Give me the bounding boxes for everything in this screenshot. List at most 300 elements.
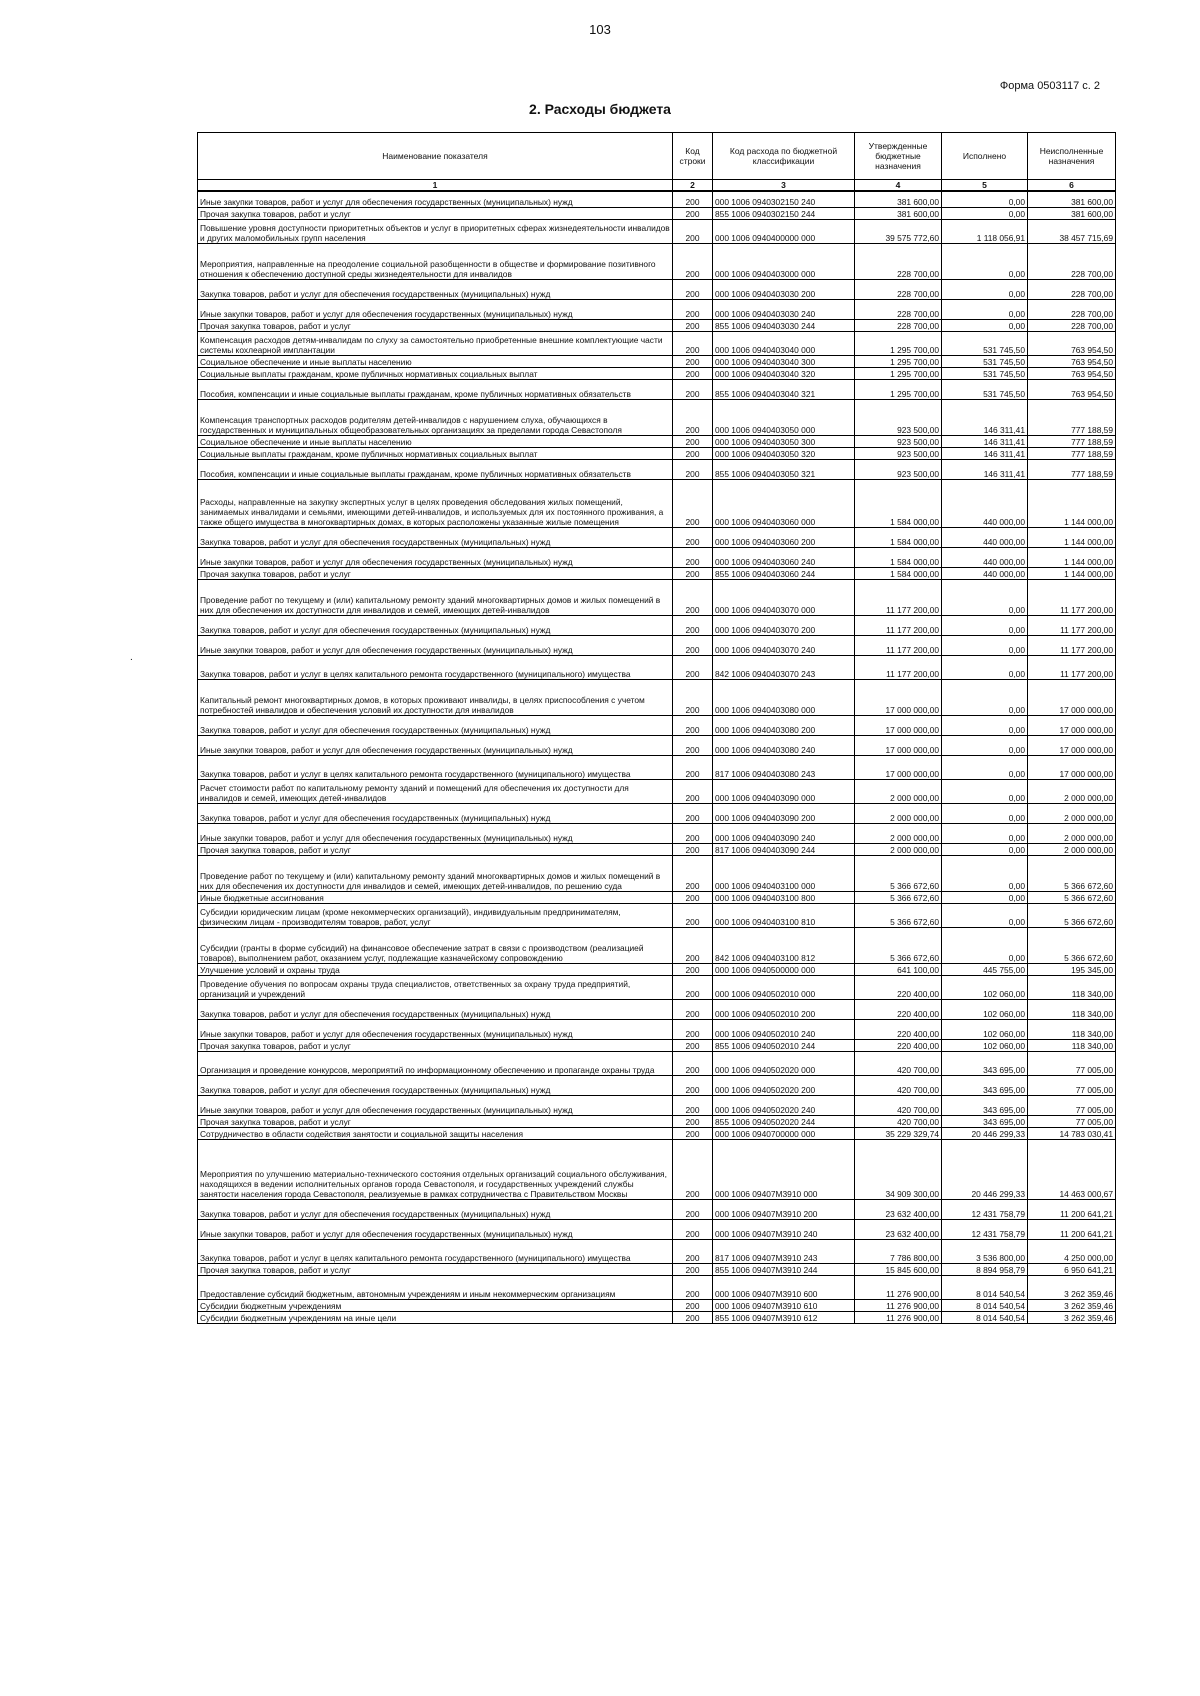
row-executed: 8 014 540,54 xyxy=(942,1299,1028,1311)
row-approved: 420 700,00 xyxy=(855,1051,942,1075)
row-approved: 11 177 200,00 xyxy=(855,579,942,615)
row-executed: 0,00 xyxy=(942,579,1028,615)
row-unexecuted: 11 200 641,21 xyxy=(1028,1219,1116,1239)
row-executed: 146 311,41 xyxy=(942,459,1028,479)
row-line-code: 200 xyxy=(673,1139,713,1199)
row-budget-code: 000 1006 09407М3910 600 xyxy=(713,1275,855,1299)
row-budget-code: 000 1006 0940403030 240 xyxy=(713,299,855,319)
row-approved: 228 700,00 xyxy=(855,319,942,331)
row-approved: 2 000 000,00 xyxy=(855,823,942,843)
row-approved: 11 276 900,00 xyxy=(855,1299,942,1311)
row-approved: 35 229 329,74 xyxy=(855,1127,942,1139)
row-approved: 5 366 672,60 xyxy=(855,891,942,903)
row-name: Прочая закупка товаров, работ и услуг xyxy=(198,207,673,219)
table-row xyxy=(198,567,1116,579)
row-line-code: 200 xyxy=(673,191,713,207)
row-executed: 440 000,00 xyxy=(942,567,1028,579)
row-approved: 11 177 200,00 xyxy=(855,615,942,635)
row-line-code: 200 xyxy=(673,279,713,299)
row-executed: 0,00 xyxy=(942,779,1028,803)
header-line-code: Код строки xyxy=(673,133,713,180)
row-budget-code: 000 1006 0940403100 800 xyxy=(713,891,855,903)
row-approved: 1 295 700,00 xyxy=(855,379,942,399)
row-unexecuted: 11 200 641,21 xyxy=(1028,1199,1116,1219)
row-budget-code: 000 1006 0940403040 300 xyxy=(713,355,855,367)
row-budget-code: 855 1006 0940403050 321 xyxy=(713,459,855,479)
row-name: Прочая закупка товаров, работ и услуг xyxy=(198,1115,673,1127)
row-executed: 0,00 xyxy=(942,319,1028,331)
row-name: Социальные выплаты гражданам, кроме публичных нормативных социальных выплат xyxy=(198,447,673,459)
table-row xyxy=(198,1275,1116,1299)
row-unexecuted: 2 000 000,00 xyxy=(1028,843,1116,855)
table-row xyxy=(198,1263,1116,1275)
row-approved: 2 000 000,00 xyxy=(855,779,942,803)
table-row xyxy=(198,855,1116,891)
row-executed: 440 000,00 xyxy=(942,547,1028,567)
row-budget-code: 000 1006 0940403060 200 xyxy=(713,527,855,547)
section-title: 2. Расходы бюджета xyxy=(529,101,671,117)
row-unexecuted: 1 144 000,00 xyxy=(1028,547,1116,567)
row-approved: 11 177 200,00 xyxy=(855,635,942,655)
row-unexecuted: 381 600,00 xyxy=(1028,207,1116,219)
column-number: 3 xyxy=(713,180,855,192)
row-name: Иные закупки товаров, работ и услуг для обеспечения государственных (муниципальных) нужд xyxy=(198,299,673,319)
table-row xyxy=(198,755,1116,779)
row-executed: 343 695,00 xyxy=(942,1075,1028,1095)
row-executed: 0,00 xyxy=(942,803,1028,823)
row-approved: 220 400,00 xyxy=(855,975,942,999)
row-line-code: 200 xyxy=(673,547,713,567)
row-line-code: 200 xyxy=(673,1039,713,1051)
column-number: 1 xyxy=(198,180,673,192)
row-executed: 1 118 056,91 xyxy=(942,219,1028,243)
header-budget-code: Код расхода по бюджетной классификации xyxy=(713,133,855,180)
row-approved: 39 575 772,60 xyxy=(855,219,942,243)
row-budget-code: 000 1006 0940403080 000 xyxy=(713,679,855,715)
column-number: 5 xyxy=(942,180,1028,192)
header-unexecuted: Неисполненные назначения xyxy=(1028,133,1116,180)
row-budget-code: 000 1006 0940403090 000 xyxy=(713,779,855,803)
row-name: Закупка товаров, работ и услуг в целях капитального ремонта государственного (муниципального) имущества xyxy=(198,1239,673,1263)
row-name: Социальное обеспечение и иные выплаты населению xyxy=(198,435,673,447)
row-budget-code: 000 1006 0940502010 200 xyxy=(713,999,855,1019)
row-budget-code: 855 1006 0940502010 244 xyxy=(713,1039,855,1051)
table-row xyxy=(198,1051,1116,1075)
row-approved: 228 700,00 xyxy=(855,279,942,299)
row-unexecuted: 763 954,50 xyxy=(1028,355,1116,367)
row-name: Субсидии юридическим лицам (кроме некоммерческих организаций), индивидуальным предпринимателям, физическим лицам - производителям товаров, работ, услуг xyxy=(198,903,673,927)
row-approved: 1 295 700,00 xyxy=(855,367,942,379)
row-executed: 20 446 299,33 xyxy=(942,1139,1028,1199)
row-executed: 0,00 xyxy=(942,207,1028,219)
column-number: 4 xyxy=(855,180,942,192)
row-unexecuted: 118 340,00 xyxy=(1028,1039,1116,1051)
row-approved: 11 177 200,00 xyxy=(855,655,942,679)
row-executed: 531 745,50 xyxy=(942,379,1028,399)
row-line-code: 200 xyxy=(673,1075,713,1095)
row-budget-code: 000 1006 0940502020 240 xyxy=(713,1095,855,1115)
row-unexecuted: 11 177 200,00 xyxy=(1028,655,1116,679)
row-budget-code: 817 1006 0940403090 244 xyxy=(713,843,855,855)
row-name: Закупка товаров, работ и услуг в целях капитального ремонта государственного (муниципального) имущества xyxy=(198,655,673,679)
table-row xyxy=(198,891,1116,903)
row-unexecuted: 777 188,59 xyxy=(1028,399,1116,435)
row-executed: 8 014 540,54 xyxy=(942,1275,1028,1299)
row-name: Компенсация расходов детям-инвалидам по слуху за самостоятельно приобретенные внешние комплектующие части системы кохлеарной имплантации xyxy=(198,331,673,355)
row-unexecuted: 77 005,00 xyxy=(1028,1115,1116,1127)
row-name: Закупка товаров, работ и услуг в целях капитального ремонта государственного (муниципального) имущества xyxy=(198,755,673,779)
row-executed: 12 431 758,79 xyxy=(942,1199,1028,1219)
row-unexecuted: 2 000 000,00 xyxy=(1028,823,1116,843)
column-number: 6 xyxy=(1028,180,1116,192)
table-row xyxy=(198,243,1116,279)
table-row xyxy=(198,367,1116,379)
row-unexecuted: 195 345,00 xyxy=(1028,963,1116,975)
table-row xyxy=(198,1299,1116,1311)
row-name: Закупка товаров, работ и услуг для обеспечения государственных (муниципальных) нужд xyxy=(198,527,673,547)
row-name: Закупка товаров, работ и услуг для обеспечения государственных (муниципальных) нужд xyxy=(198,715,673,735)
row-line-code: 200 xyxy=(673,1051,713,1075)
row-executed: 0,00 xyxy=(942,843,1028,855)
table-row xyxy=(198,527,1116,547)
row-approved: 1 295 700,00 xyxy=(855,331,942,355)
row-budget-code: 000 1006 0940403060 240 xyxy=(713,547,855,567)
table-row xyxy=(198,1311,1116,1323)
row-unexecuted: 11 177 200,00 xyxy=(1028,579,1116,615)
row-name: Прочая закупка товаров, работ и услуг xyxy=(198,567,673,579)
row-line-code: 200 xyxy=(673,399,713,435)
row-executed: 3 536 800,00 xyxy=(942,1239,1028,1263)
row-line-code: 200 xyxy=(673,927,713,963)
row-name: Иные закупки товаров, работ и услуг для обеспечения государственных (муниципальных) нужд xyxy=(198,735,673,755)
header-approved: Утвержденные бюджетные назначения xyxy=(855,133,942,180)
row-name: Иные закупки товаров, работ и услуг для обеспечения государственных (муниципальных) нужд xyxy=(198,1019,673,1039)
row-unexecuted: 5 366 672,60 xyxy=(1028,903,1116,927)
row-budget-code: 000 1006 09407М3910 000 xyxy=(713,1139,855,1199)
row-line-code: 200 xyxy=(673,435,713,447)
row-name: Проведение работ по текущему и (или) капитальному ремонту зданий многоквартирных домов и жилых помещений в них для обеспечения их доступности для инвалидов и семей, имеющих детей-инвалидов, по решению суда xyxy=(198,855,673,891)
row-unexecuted: 38 457 715,69 xyxy=(1028,219,1116,243)
row-executed: 20 446 299,33 xyxy=(942,1127,1028,1139)
table-row xyxy=(198,435,1116,447)
row-budget-code: 000 1006 0940403000 000 xyxy=(713,243,855,279)
row-executed: 0,00 xyxy=(942,615,1028,635)
row-line-code: 200 xyxy=(673,715,713,735)
row-budget-code: 855 1006 0940403040 321 xyxy=(713,379,855,399)
row-name: Предоставление субсидий бюджетным, автономным учреждениям и иным некоммерческим организациям xyxy=(198,1275,673,1299)
row-budget-code: 817 1006 0940403080 243 xyxy=(713,755,855,779)
row-unexecuted: 11 177 200,00 xyxy=(1028,615,1116,635)
row-line-code: 200 xyxy=(673,891,713,903)
row-executed: 440 000,00 xyxy=(942,479,1028,527)
row-executed: 0,00 xyxy=(942,715,1028,735)
table-row xyxy=(198,207,1116,219)
table-row xyxy=(198,579,1116,615)
row-line-code: 200 xyxy=(673,331,713,355)
row-budget-code: 000 1006 0940502010 240 xyxy=(713,1019,855,1039)
form-code: Форма 0503117 с. 2 xyxy=(999,80,1100,92)
row-approved: 228 700,00 xyxy=(855,299,942,319)
row-executed: 146 311,41 xyxy=(942,399,1028,435)
table-row xyxy=(198,655,1116,679)
row-budget-code: 000 1006 0940403070 000 xyxy=(713,579,855,615)
row-unexecuted: 5 366 672,60 xyxy=(1028,855,1116,891)
row-executed: 0,00 xyxy=(942,243,1028,279)
row-approved: 5 366 672,60 xyxy=(855,903,942,927)
row-approved: 23 632 400,00 xyxy=(855,1199,942,1219)
row-line-code: 200 xyxy=(673,479,713,527)
row-line-code: 200 xyxy=(673,999,713,1019)
row-approved: 923 500,00 xyxy=(855,399,942,435)
row-approved: 381 600,00 xyxy=(855,191,942,207)
table-row xyxy=(198,1239,1116,1263)
row-unexecuted: 118 340,00 xyxy=(1028,1019,1116,1039)
row-approved: 1 295 700,00 xyxy=(855,355,942,367)
row-executed: 445 755,00 xyxy=(942,963,1028,975)
row-approved: 23 632 400,00 xyxy=(855,1219,942,1239)
row-unexecuted: 118 340,00 xyxy=(1028,999,1116,1019)
row-executed: 531 745,50 xyxy=(942,331,1028,355)
row-line-code: 200 xyxy=(673,579,713,615)
row-approved: 420 700,00 xyxy=(855,1075,942,1095)
row-executed: 0,00 xyxy=(942,679,1028,715)
row-line-code: 200 xyxy=(673,299,713,319)
row-line-code: 200 xyxy=(673,803,713,823)
expenditure-table xyxy=(197,132,1116,1324)
row-approved: 7 786 800,00 xyxy=(855,1239,942,1263)
row-budget-code: 000 1006 0940403050 300 xyxy=(713,435,855,447)
row-line-code: 200 xyxy=(673,735,713,755)
row-executed: 146 311,41 xyxy=(942,435,1028,447)
row-name: Иные бюджетные ассигнования xyxy=(198,891,673,903)
row-name: Субсидии бюджетным учреждениям на иные цели xyxy=(198,1311,673,1323)
row-budget-code: 000 1006 0940403030 200 xyxy=(713,279,855,299)
row-name: Иные закупки товаров, работ и услуг для обеспечения государственных (муниципальных) нужд xyxy=(198,635,673,655)
table-row xyxy=(198,635,1116,655)
row-executed: 531 745,50 xyxy=(942,367,1028,379)
row-line-code: 200 xyxy=(673,655,713,679)
table-body xyxy=(198,191,1116,1323)
row-executed: 343 695,00 xyxy=(942,1115,1028,1127)
row-executed: 102 060,00 xyxy=(942,1019,1028,1039)
row-line-code: 200 xyxy=(673,903,713,927)
row-line-code: 200 xyxy=(673,615,713,635)
column-number: 2 xyxy=(673,180,713,192)
row-name: Улучшение условий и охраны труда xyxy=(198,963,673,975)
row-budget-code: 855 1006 0940403060 244 xyxy=(713,567,855,579)
row-approved: 220 400,00 xyxy=(855,999,942,1019)
row-unexecuted: 77 005,00 xyxy=(1028,1051,1116,1075)
row-budget-code: 817 1006 09407М3910 243 xyxy=(713,1239,855,1263)
table-row xyxy=(198,735,1116,755)
row-unexecuted: 5 366 672,60 xyxy=(1028,891,1116,903)
row-executed: 0,00 xyxy=(942,279,1028,299)
row-approved: 17 000 000,00 xyxy=(855,679,942,715)
row-executed: 440 000,00 xyxy=(942,527,1028,547)
table-row xyxy=(198,279,1116,299)
row-name: Иные закупки товаров, работ и услуг для обеспечения государственных (муниципальных) нужд xyxy=(198,823,673,843)
row-approved: 2 000 000,00 xyxy=(855,803,942,823)
row-unexecuted: 763 954,50 xyxy=(1028,367,1116,379)
table-row xyxy=(198,355,1116,367)
row-approved: 420 700,00 xyxy=(855,1115,942,1127)
row-line-code: 200 xyxy=(673,1115,713,1127)
row-approved: 17 000 000,00 xyxy=(855,755,942,779)
row-line-code: 200 xyxy=(673,1127,713,1139)
row-name: Прочая закупка товаров, работ и услуг xyxy=(198,843,673,855)
table-row xyxy=(198,999,1116,1019)
row-budget-code: 000 1006 0940403040 320 xyxy=(713,367,855,379)
row-line-code: 200 xyxy=(673,679,713,715)
row-executed: 0,00 xyxy=(942,855,1028,891)
row-executed: 343 695,00 xyxy=(942,1095,1028,1115)
table-row xyxy=(198,299,1116,319)
row-executed: 343 695,00 xyxy=(942,1051,1028,1075)
table-row xyxy=(198,219,1116,243)
row-name: Пособия, компенсации и иные социальные выплаты гражданам, кроме публичных нормативных обязательств xyxy=(198,379,673,399)
table-row xyxy=(198,779,1116,803)
row-approved: 34 909 300,00 xyxy=(855,1139,942,1199)
row-executed: 0,00 xyxy=(942,755,1028,779)
table-row xyxy=(198,331,1116,355)
row-line-code: 200 xyxy=(673,963,713,975)
row-budget-code: 000 1006 0940700000 000 xyxy=(713,1127,855,1139)
row-approved: 17 000 000,00 xyxy=(855,715,942,735)
row-unexecuted: 17 000 000,00 xyxy=(1028,755,1116,779)
row-approved: 220 400,00 xyxy=(855,1039,942,1051)
row-budget-code: 000 1006 0940502010 000 xyxy=(713,975,855,999)
row-unexecuted: 14 463 000,67 xyxy=(1028,1139,1116,1199)
header-row xyxy=(198,133,1116,180)
row-name: Закупка товаров, работ и услуг для обеспечения государственных (муниципальных) нужд xyxy=(198,999,673,1019)
row-budget-code: 855 1006 09407М3910 244 xyxy=(713,1263,855,1275)
row-name: Капитальный ремонт многоквартирных домов, в которых проживают инвалиды, в целях приспособления с учетом потребностей инвалидов и обеспечения условий их доступности для инвалидов xyxy=(198,679,673,715)
row-budget-code: 000 1006 0940403090 200 xyxy=(713,803,855,823)
row-name: Сотрудничество в области содействия занятости и социальной защиты населения xyxy=(198,1127,673,1139)
table-row xyxy=(198,615,1116,635)
row-budget-code: 000 1006 0940400000 000 xyxy=(713,219,855,243)
row-approved: 2 000 000,00 xyxy=(855,843,942,855)
table-row xyxy=(198,1075,1116,1095)
table-row xyxy=(198,1139,1116,1199)
row-approved: 5 366 672,60 xyxy=(855,927,942,963)
table-row xyxy=(198,319,1116,331)
row-executed: 531 745,50 xyxy=(942,355,1028,367)
row-line-code: 200 xyxy=(673,755,713,779)
row-name: Пособия, компенсации и иные социальные выплаты гражданам, кроме публичных нормативных обязательств xyxy=(198,459,673,479)
row-name: Иные закупки товаров, работ и услуг для обеспечения государственных (муниципальных) нужд xyxy=(198,191,673,207)
row-unexecuted: 5 366 672,60 xyxy=(1028,927,1116,963)
row-unexecuted: 17 000 000,00 xyxy=(1028,679,1116,715)
table-row xyxy=(198,927,1116,963)
row-executed: 0,00 xyxy=(942,891,1028,903)
row-line-code: 200 xyxy=(673,567,713,579)
row-approved: 923 500,00 xyxy=(855,447,942,459)
row-budget-code: 000 1006 0940403080 240 xyxy=(713,735,855,755)
row-line-code: 200 xyxy=(673,975,713,999)
row-approved: 641 100,00 xyxy=(855,963,942,975)
row-budget-code: 000 1006 0940403060 000 xyxy=(713,479,855,527)
row-name: Иные закупки товаров, работ и услуг для обеспечения государственных (муниципальных) нужд xyxy=(198,1219,673,1239)
row-budget-code: 000 1006 0940500000 000 xyxy=(713,963,855,975)
row-unexecuted: 2 000 000,00 xyxy=(1028,803,1116,823)
row-line-code: 200 xyxy=(673,1219,713,1239)
row-budget-code: 000 1006 0940502020 000 xyxy=(713,1051,855,1075)
table-row xyxy=(198,1019,1116,1039)
row-budget-code: 000 1006 0940403100 810 xyxy=(713,903,855,927)
row-approved: 15 845 600,00 xyxy=(855,1263,942,1275)
row-name: Расходы, направленные на закупку экспертных услуг в целях проведения обследования жилых помещений, занимаемых инвалидами и семьями, имеющими детей-инвалидов, и используемых для их постоянного проживания, а также общего имущества в многоквартирных домах, в которых расположены указанные жилые помещения xyxy=(198,479,673,527)
row-name: Прочая закупка товаров, работ и услуг xyxy=(198,319,673,331)
row-line-code: 200 xyxy=(673,843,713,855)
row-line-code: 200 xyxy=(673,1263,713,1275)
row-executed: 102 060,00 xyxy=(942,975,1028,999)
row-name: Закупка товаров, работ и услуг для обеспечения государственных (муниципальных) нужд xyxy=(198,1075,673,1095)
row-approved: 228 700,00 xyxy=(855,243,942,279)
row-unexecuted: 3 262 359,46 xyxy=(1028,1275,1116,1299)
row-unexecuted: 1 144 000,00 xyxy=(1028,527,1116,547)
row-unexecuted: 1 144 000,00 xyxy=(1028,479,1116,527)
row-budget-code: 000 1006 09407М3910 610 xyxy=(713,1299,855,1311)
row-name: Прочая закупка товаров, работ и услуг xyxy=(198,1263,673,1275)
row-unexecuted: 17 000 000,00 xyxy=(1028,715,1116,735)
row-unexecuted: 14 783 030,41 xyxy=(1028,1127,1116,1139)
row-approved: 220 400,00 xyxy=(855,1019,942,1039)
row-name: Иные закупки товаров, работ и услуг для обеспечения государственных (муниципальных) нужд xyxy=(198,1095,673,1115)
row-budget-code: 000 1006 0940502020 200 xyxy=(713,1075,855,1095)
row-executed: 8 014 540,54 xyxy=(942,1311,1028,1323)
row-line-code: 200 xyxy=(673,379,713,399)
row-unexecuted: 777 188,59 xyxy=(1028,459,1116,479)
row-unexecuted: 77 005,00 xyxy=(1028,1095,1116,1115)
table-row xyxy=(198,459,1116,479)
row-unexecuted: 228 700,00 xyxy=(1028,279,1116,299)
row-line-code: 200 xyxy=(673,355,713,367)
row-executed: 8 894 958,79 xyxy=(942,1263,1028,1275)
row-executed: 0,00 xyxy=(942,635,1028,655)
row-unexecuted: 11 177 200,00 xyxy=(1028,635,1116,655)
row-line-code: 200 xyxy=(673,527,713,547)
row-line-code: 200 xyxy=(673,635,713,655)
table-row xyxy=(198,1219,1116,1239)
row-name: Иные закупки товаров, работ и услуг для обеспечения государственных (муниципальных) нужд xyxy=(198,547,673,567)
row-executed: 0,00 xyxy=(942,823,1028,843)
row-executed: 12 431 758,79 xyxy=(942,1219,1028,1239)
row-line-code: 200 xyxy=(673,1275,713,1299)
row-name: Расчет стоимости работ по капитальному ремонту зданий и помещений для обеспечения их доступности для инвалидов и семей, имеющих детей-инвалидов xyxy=(198,779,673,803)
table-row xyxy=(198,823,1116,843)
table-row xyxy=(198,963,1116,975)
row-name: Прочая закупка товаров, работ и услуг xyxy=(198,1039,673,1051)
row-budget-code: 842 1006 0940403100 812 xyxy=(713,927,855,963)
row-line-code: 200 xyxy=(673,243,713,279)
table-row xyxy=(198,1115,1116,1127)
row-name: Организация и проведение конкурсов, мероприятий по информационному обеспечению и пропаганде охраны труда xyxy=(198,1051,673,1075)
row-unexecuted: 118 340,00 xyxy=(1028,975,1116,999)
table-row xyxy=(198,679,1116,715)
row-line-code: 200 xyxy=(673,855,713,891)
row-executed: 0,00 xyxy=(942,655,1028,679)
row-budget-code: 842 1006 0940403070 243 xyxy=(713,655,855,679)
row-name: Повышение уровня доступности приоритетных объектов и услуг в приоритетных сферах жизнедеятельности инвалидов и других маломобильных групп населения xyxy=(198,219,673,243)
row-budget-code: 000 1006 0940403070 200 xyxy=(713,615,855,635)
row-budget-code: 855 1006 0940403030 244 xyxy=(713,319,855,331)
table-row xyxy=(198,903,1116,927)
row-line-code: 200 xyxy=(673,1239,713,1263)
row-name: Мероприятия по улучшению материально-технического состояния отдельных организаций социального обслуживания, находящихся в ведении исполнительных органов города Севастополя, и государственных учреждений службы занятости населения города Севастополя, реализуемые в рамках сотрудничества с Правительством Москвы xyxy=(198,1139,673,1199)
row-name: Закупка товаров, работ и услуг для обеспечения государственных (муниципальных) нужд xyxy=(198,615,673,635)
table-row xyxy=(198,379,1116,399)
